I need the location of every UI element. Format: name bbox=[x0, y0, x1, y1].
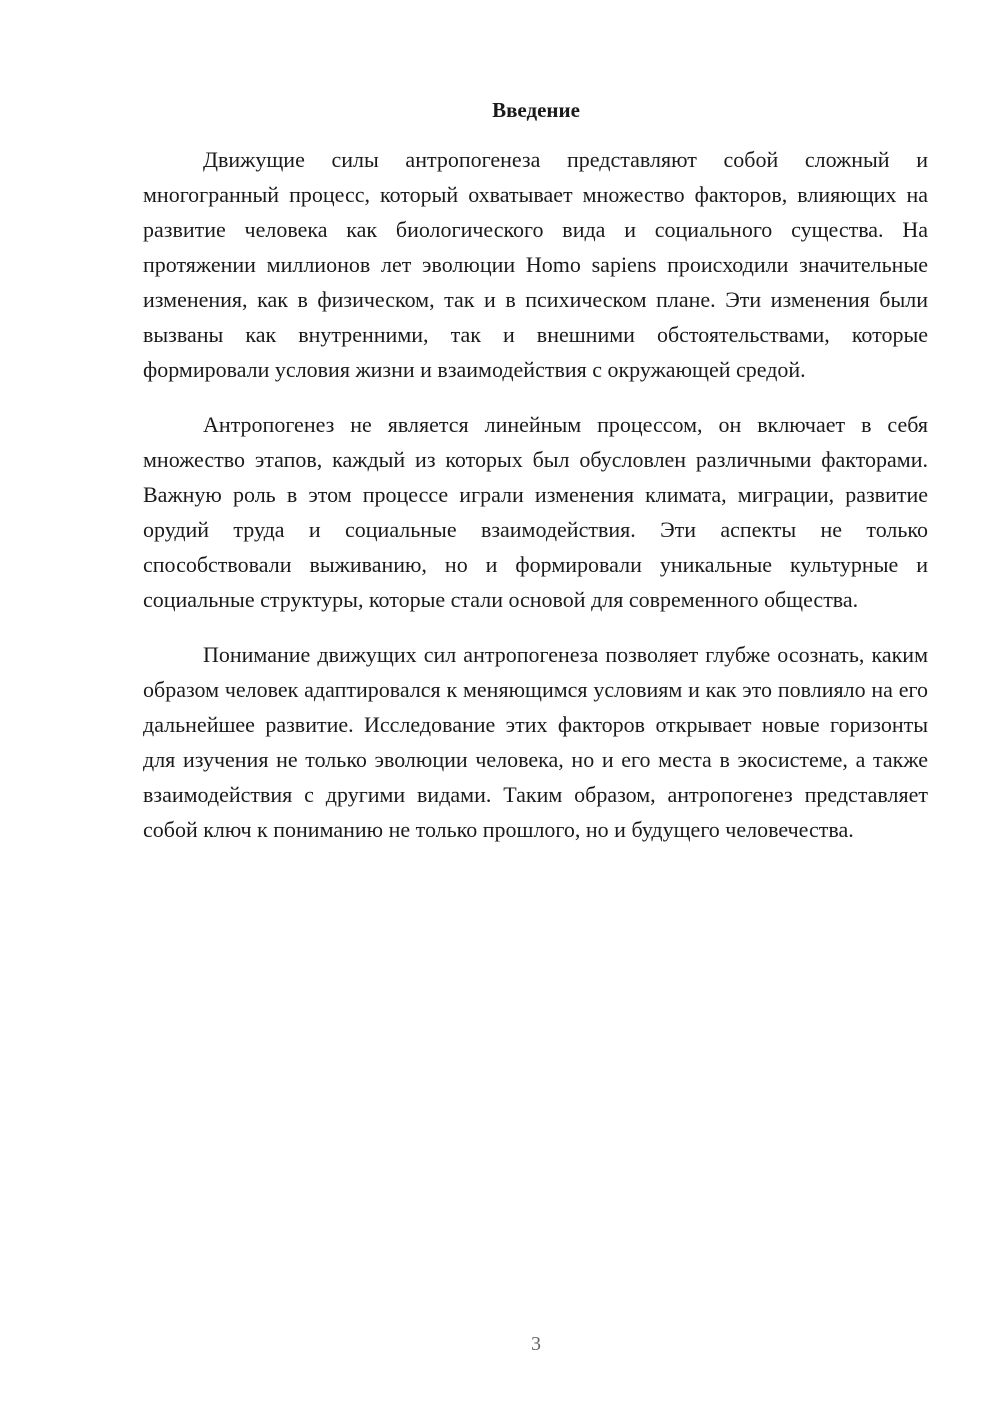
page-title: Введение bbox=[492, 98, 580, 122]
page-number: 3 bbox=[531, 1333, 541, 1355]
body-text bbox=[143, 142, 928, 867]
paragraph-2: Антропогенез не является линейным процессом, он включает в себя множество этапов, каждый из которых был обусловлен различными факторами. Важную роль в этом процессе играли изменения климата, миграции, развитие орудий труда и социальные взаимодействия. Эти аспекты не только способствовали выживанию, но и формировали уникальные культурные и социальные структуры, которые стали основой для современного общества. bbox=[143, 412, 928, 612]
paragraph-3: Понимание движущих сил антропогенеза позволяет глубже осознать, каким образом человек адаптировался к меняющимся условиям и как это повлияло на его дальнейшее развитие. Исследование этих факторов открывает новые горизонты для изучения не только эволюции человека, но и его места в экосистеме, а также взаимодействия с другими видами. Таким образом, антропогенез представляет собой ключ к пониманию не только прошлого, но и будущего человечества. bbox=[143, 642, 928, 842]
paragraph-1: Движущие силы антропогенеза представляют собой сложный и многогранный процесс, который охватывает множество факторов, влияющих на развитие человека как биологического вида и социального существа. На протяжении миллионов лет эволюции Homo sapiens происходили значительные изменения, как в физическом, так и в психическом плане. Эти изменения были вызваны как внутренними, так и внешними обстоятельствами, которые формировали условия жизни и взаимодействия с окружающей средой. bbox=[143, 147, 928, 382]
